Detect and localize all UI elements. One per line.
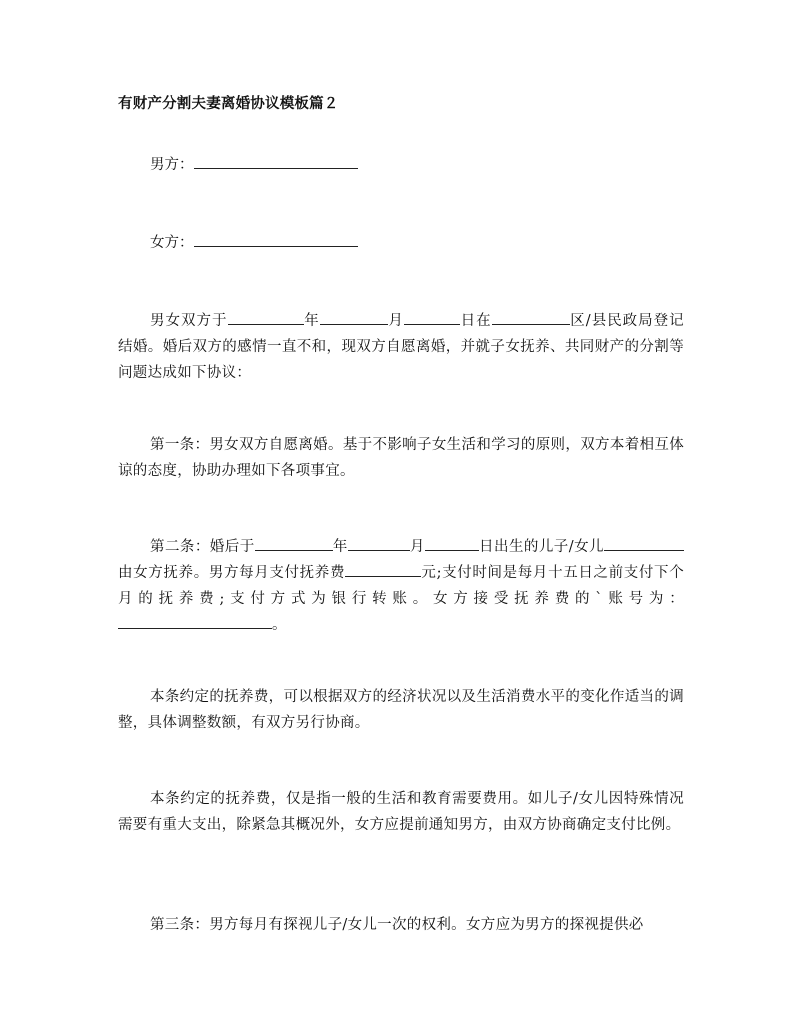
wife-blank xyxy=(194,232,358,247)
blank-birth-day xyxy=(425,536,479,551)
blank-year xyxy=(228,310,304,325)
husband-label: 男方： xyxy=(150,157,194,173)
blank-day xyxy=(404,310,460,325)
intro-text-4: 日在 xyxy=(459,313,492,329)
document-title: 有财产分割夫妻离婚协议模板篇２ xyxy=(118,95,339,112)
article2-text-6: 元;支付时间是每月十五日之前支付下个月的抚养费;支付方式为银行转账。女方接受抚养费的`账号为： xyxy=(118,565,684,607)
intro-text-3: 月 xyxy=(387,313,404,329)
blank-month xyxy=(320,310,388,325)
article2-text-7: 。 xyxy=(272,617,287,633)
wife-field xyxy=(150,230,358,256)
blank-account xyxy=(118,614,272,629)
article2-text-3: 月 xyxy=(409,539,425,555)
article3-paragraph: 第三条：男方每月有探视儿子/女儿一次的权利。女方应为男方的探视提供必 xyxy=(150,917,644,933)
wife-label: 女方： xyxy=(150,235,194,251)
expense-paragraph: 本条约定的抚养费，仅是指一般的生活和教育需要费用。如儿子/女儿因特殊情况需要有重大支出，除紧急其概况外，女方应提前通知男方，由双方协商确定支付比例。 xyxy=(118,791,684,833)
blank-birth-month xyxy=(348,536,410,551)
article2-text-5: 由女方抚养。男方每月支付抚养费 xyxy=(118,565,346,581)
blank-birth-year xyxy=(255,536,333,551)
husband-blank xyxy=(194,154,358,169)
intro-text-2: 年 xyxy=(303,313,320,329)
intro-text-5: 区/县民政局登记结婚。婚后双方的感情一直不和，现双方自愿离婚，并就子女抚养、共同财产的分割等问题达成如下协议： xyxy=(118,313,684,381)
blank-district xyxy=(492,310,570,325)
article1-paragraph: 第一条：男女双方自愿离婚。基于不影响子女生活和学习的原则，双方本着相互体谅的态度，协助办理如下各项事宜。 xyxy=(118,437,684,479)
blank-child-name xyxy=(604,536,684,551)
article2-text-2: 年 xyxy=(332,539,348,555)
article2-text-1: 第二条：婚后于 xyxy=(150,539,255,555)
article2-text-4: 日出生的儿子/女儿 xyxy=(478,539,604,555)
adjust-paragraph: 本条约定的抚养费，可以根据双方的经济状况以及生活消费水平的变化作适当的调整，具体调整数额，有双方另行协商。 xyxy=(118,689,684,731)
intro-paragraph xyxy=(118,308,684,386)
husband-field xyxy=(150,152,358,178)
article2-paragraph xyxy=(118,534,684,638)
intro-text-1: 男女双方于 xyxy=(150,313,228,329)
blank-amount xyxy=(345,562,421,577)
